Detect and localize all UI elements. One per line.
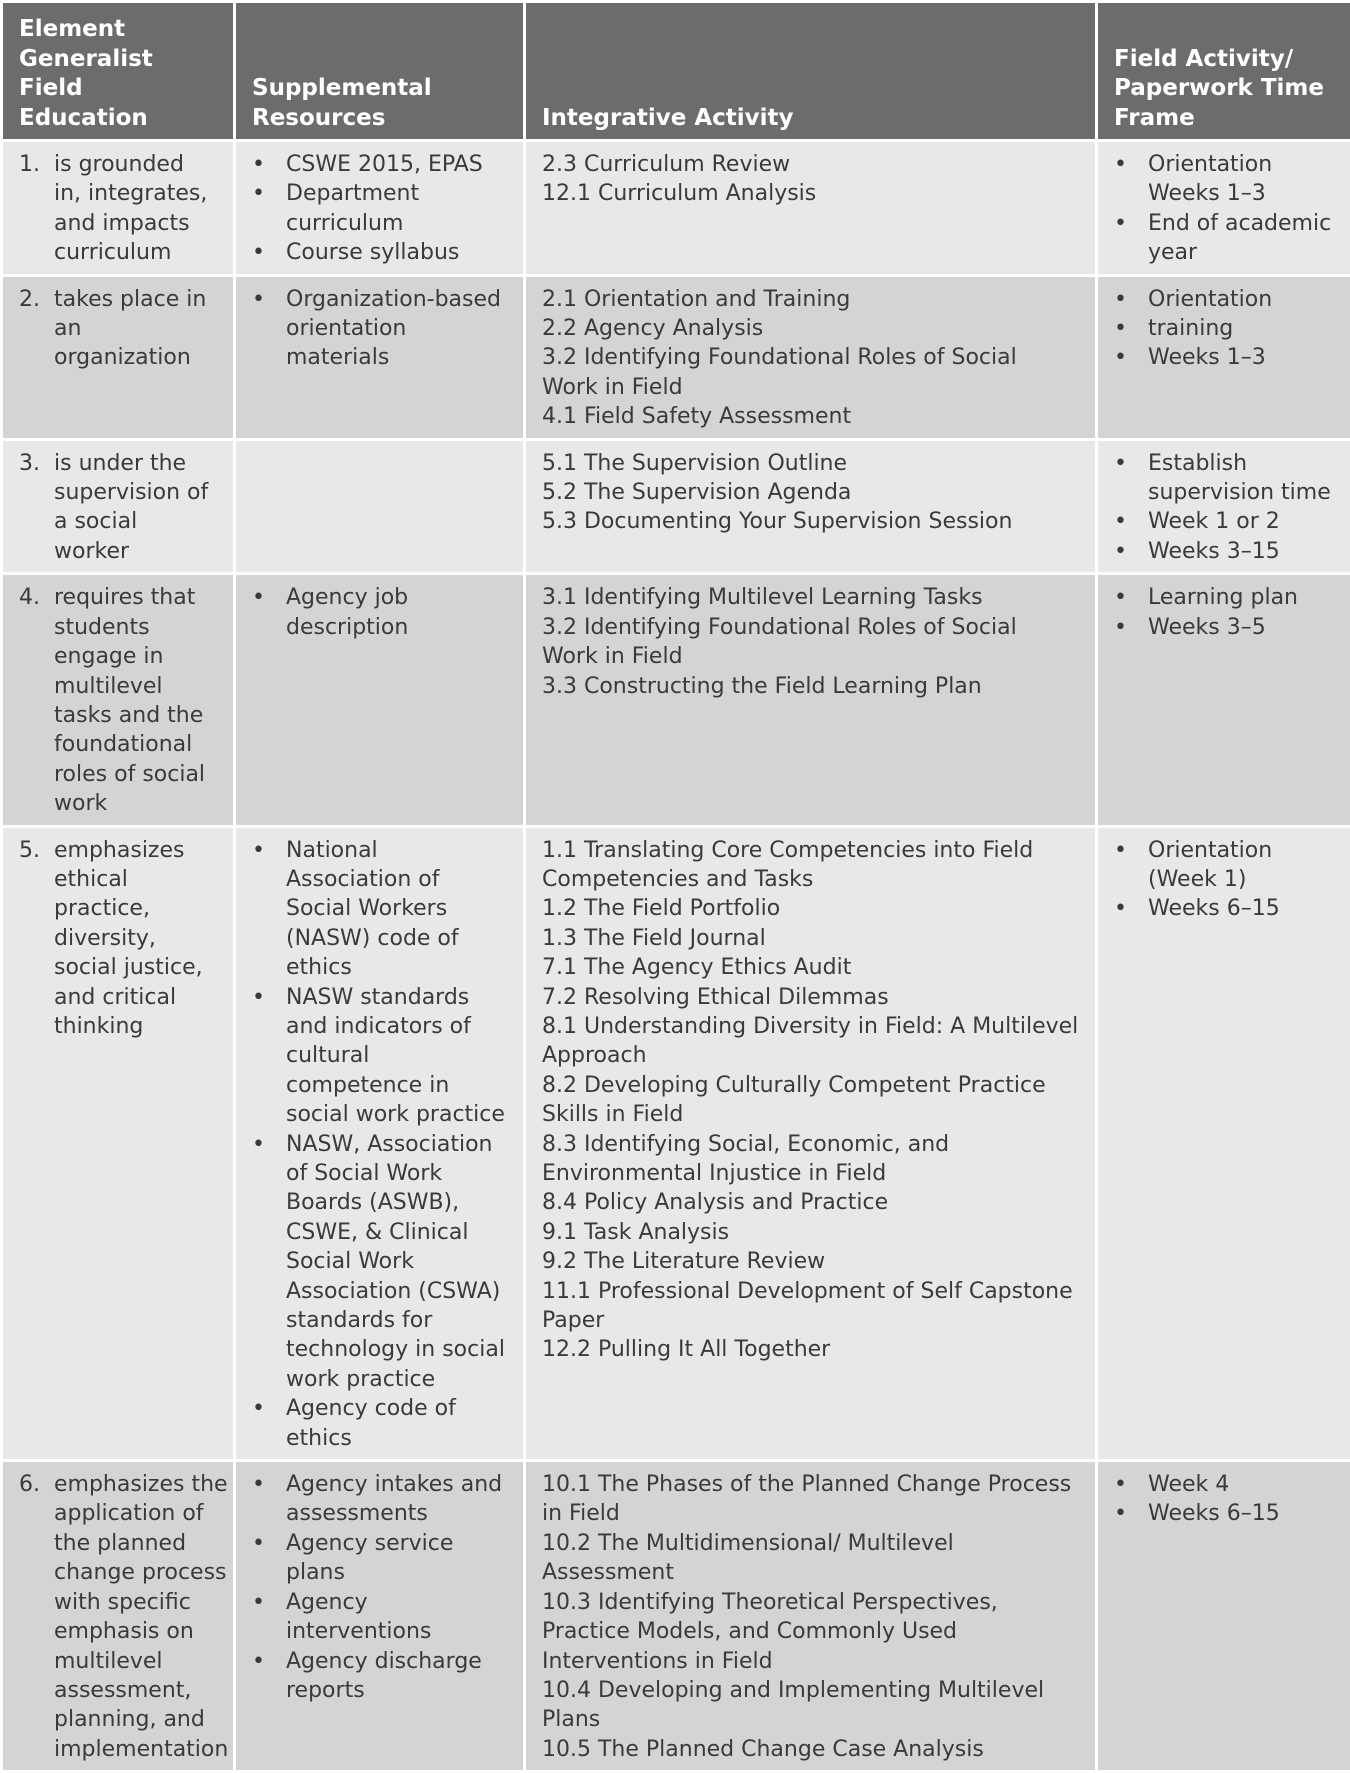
activity-item: 1.1 Translating Core Competencies into Field Competencies and Tasks [542,836,1079,895]
timeframe-item: • Weeks 6–15 [1114,1499,1334,1528]
element-item [19,1470,217,1764]
element-item [19,285,217,373]
timeframe-item: • Week 4 [1114,1470,1334,1499]
table-row [2,826,1350,1461]
resource-item: • Agency job description [252,583,507,642]
activity-item: 5.2 The Supervision Agenda [542,478,1079,507]
timeframe-item: • Weeks 6–15 [1114,894,1334,923]
element-item [19,836,217,1042]
table-row [2,439,1350,574]
element-number: 4. [19,583,54,818]
element-text: requires that students engage in multilevel tasks and the foundational roles of social work [54,583,217,818]
element-cell [2,141,235,276]
element-item [19,150,217,268]
table-header [2,2,1350,141]
activity-item: 3.2 Identifying Foundational Roles of Social Work in Field [542,343,1079,402]
resource-item: • Agency discharge reports [252,1647,507,1706]
activity-item: 8.4 Policy Analysis and Practice [542,1188,1079,1217]
element-number: 6. [19,1470,54,1764]
resources-cell [235,141,525,276]
activity-item: 5.3 Documenting Your Supervision Session [542,507,1079,536]
resource-item: • Agency service plans [252,1529,507,1588]
activity-cell [525,826,1097,1461]
timeframe-list [1114,285,1334,373]
timeframe-item: • Learning plan [1114,583,1334,612]
resource-item: • Department curriculum [252,179,507,238]
timeframe-list [1114,449,1334,567]
resource-item: • NASW, Association of Social Work Boards (ASWB), CSWE, & Clinical Social Work Association (CSWA) standards for technology in social work practice [252,1130,507,1395]
resources-list [252,285,507,373]
timeframe-cell [1097,1461,1350,1772]
timeframe-cell [1097,275,1350,439]
activity-item: 1.2 The Field Portfolio [542,894,1079,923]
table-row [2,141,1350,276]
timeframe-item: • Week 1 or 2 [1114,507,1334,536]
table-body [2,141,1350,1772]
element-text: is under the supervision of a social worker [54,449,217,567]
resources-list [252,1470,507,1705]
activity-item: 7.1 The Agency Ethics Audit [542,953,1079,982]
activity-cell [525,1461,1097,1772]
activity-item: 10.4 Developing and Implementing Multilevel Plans [542,1676,1079,1735]
activity-item: 12.2 Pulling It All Together [542,1335,1079,1364]
header-activity: Integrative Activity [525,2,1097,141]
element-number: 2. [19,285,54,373]
resources-list [252,583,507,642]
resource-item: • Course syllabus [252,238,507,267]
activity-cell [525,574,1097,826]
activity-item: 5.1 The Supervision Outline [542,449,1079,478]
resources-cell [235,826,525,1461]
activity-item: 8.2 Developing Culturally Competent Practice Skills in Field [542,1071,1079,1130]
resource-item: • CSWE 2015, EPAS [252,150,507,179]
timeframe-list [1114,1470,1334,1529]
header-resources: Supplemental Resources [235,2,525,141]
activity-item: 8.3 Identifying Social, Economic, and Environmental Injustice in Field [542,1130,1079,1189]
header-timeframe: Field Activity/ Paperwork Time Frame [1097,2,1350,141]
timeframe-item: • Orientation Weeks 1–3 [1114,150,1334,209]
timeframe-cell [1097,574,1350,826]
table-row [2,275,1350,439]
timeframe-item: • Orientation (Week 1) [1114,836,1334,895]
table-row [2,1461,1350,1772]
activity-cell [525,275,1097,439]
element-item [19,583,217,818]
element-cell [2,439,235,574]
resource-item: • Agency intakes and assessments [252,1470,507,1529]
activity-item: 3.3 Constructing the Field Learning Plan [542,672,1079,701]
timeframe-item: • Establish supervision time [1114,449,1334,508]
activity-cell [525,141,1097,276]
activity-item: 10.3 Identifying Theoretical Perspectives, Practice Models, and Commonly Used Interventions in Field [542,1588,1079,1676]
activity-item: 7.2 Resolving Ethical Dilemmas [542,983,1079,1012]
timeframe-item: • End of academic year [1114,209,1334,268]
element-text: emphasizes ethical practice, diversity, social justice, and critical thinking [54,836,217,1042]
resource-item: • Agency interventions [252,1588,507,1647]
resources-list [252,836,507,1454]
activity-item: 10.1 The Phases of the Planned Change Process in Field [542,1470,1079,1529]
activity-item: 3.2 Identifying Foundational Roles of Social Work in Field [542,613,1079,672]
element-cell [2,1461,235,1772]
activity-item: 9.2 The Literature Review [542,1247,1079,1276]
timeframe-item: • Weeks 1–3 [1114,343,1334,372]
timeframe-list [1114,150,1334,268]
resources-cell [235,574,525,826]
timeframe-cell [1097,141,1350,276]
resource-item: • National Association of Social Workers (NASW) code of ethics [252,836,507,983]
element-cell [2,574,235,826]
table-row [2,574,1350,826]
activity-item: 9.1 Task Analysis [542,1218,1079,1247]
activity-item: 2.1 Orientation and Training [542,285,1079,314]
timeframe-item: • Weeks 3–5 [1114,613,1334,642]
element-text: is grounded in, integrates, and impacts curriculum [54,150,217,268]
resource-item: • Organization-based orientation materials [252,285,507,373]
activity-item: 11.1 Professional Development of Self Capstone Paper [542,1277,1079,1336]
activity-item: 10.5 The Planned Change Case Analysis [542,1735,1079,1764]
element-text: emphasizes the application of the planned change process with specific emphasis on multilevel assessment, planning, and implementation [54,1470,228,1764]
timeframe-item: • training [1114,314,1334,343]
activity-item: 4.1 Field Safety Assessment [542,402,1079,431]
element-item [19,449,217,567]
resource-item: • Agency code of ethics [252,1394,507,1453]
activity-item: 12.1 Curriculum Analysis [542,179,1079,208]
activity-item: 10.2 The Multidimensional/ Multilevel Assessment [542,1529,1079,1588]
element-cell [2,826,235,1461]
activity-item: 1.3 The Field Journal [542,924,1079,953]
timeframe-cell [1097,826,1350,1461]
activity-cell [525,439,1097,574]
element-cell [2,275,235,439]
timeframe-list [1114,836,1334,924]
activity-item: 3.1 Identifying Multilevel Learning Tasks [542,583,1079,612]
element-text: takes place in an organization [54,285,217,373]
header-element: Element Generalist Field Education [2,2,235,141]
resources-cell [235,275,525,439]
element-number: 1. [19,150,54,268]
resource-item: • NASW standards and indicators of cultural competence in social work practice [252,983,507,1130]
element-number: 3. [19,449,54,567]
timeframe-cell [1097,439,1350,574]
timeframe-item: • Orientation [1114,285,1334,314]
activity-item: 2.3 Curriculum Review [542,150,1079,179]
timeframe-item: • Weeks 3–15 [1114,537,1334,566]
timeframe-list [1114,583,1334,642]
activity-item: 8.1 Understanding Diversity in Field: A Multilevel Approach [542,1012,1079,1071]
resources-cell [235,1461,525,1772]
resources-cell [235,439,525,574]
activity-item: 2.2 Agency Analysis [542,314,1079,343]
header-row [2,2,1350,141]
resources-list [252,150,507,268]
element-number: 5. [19,836,54,1042]
